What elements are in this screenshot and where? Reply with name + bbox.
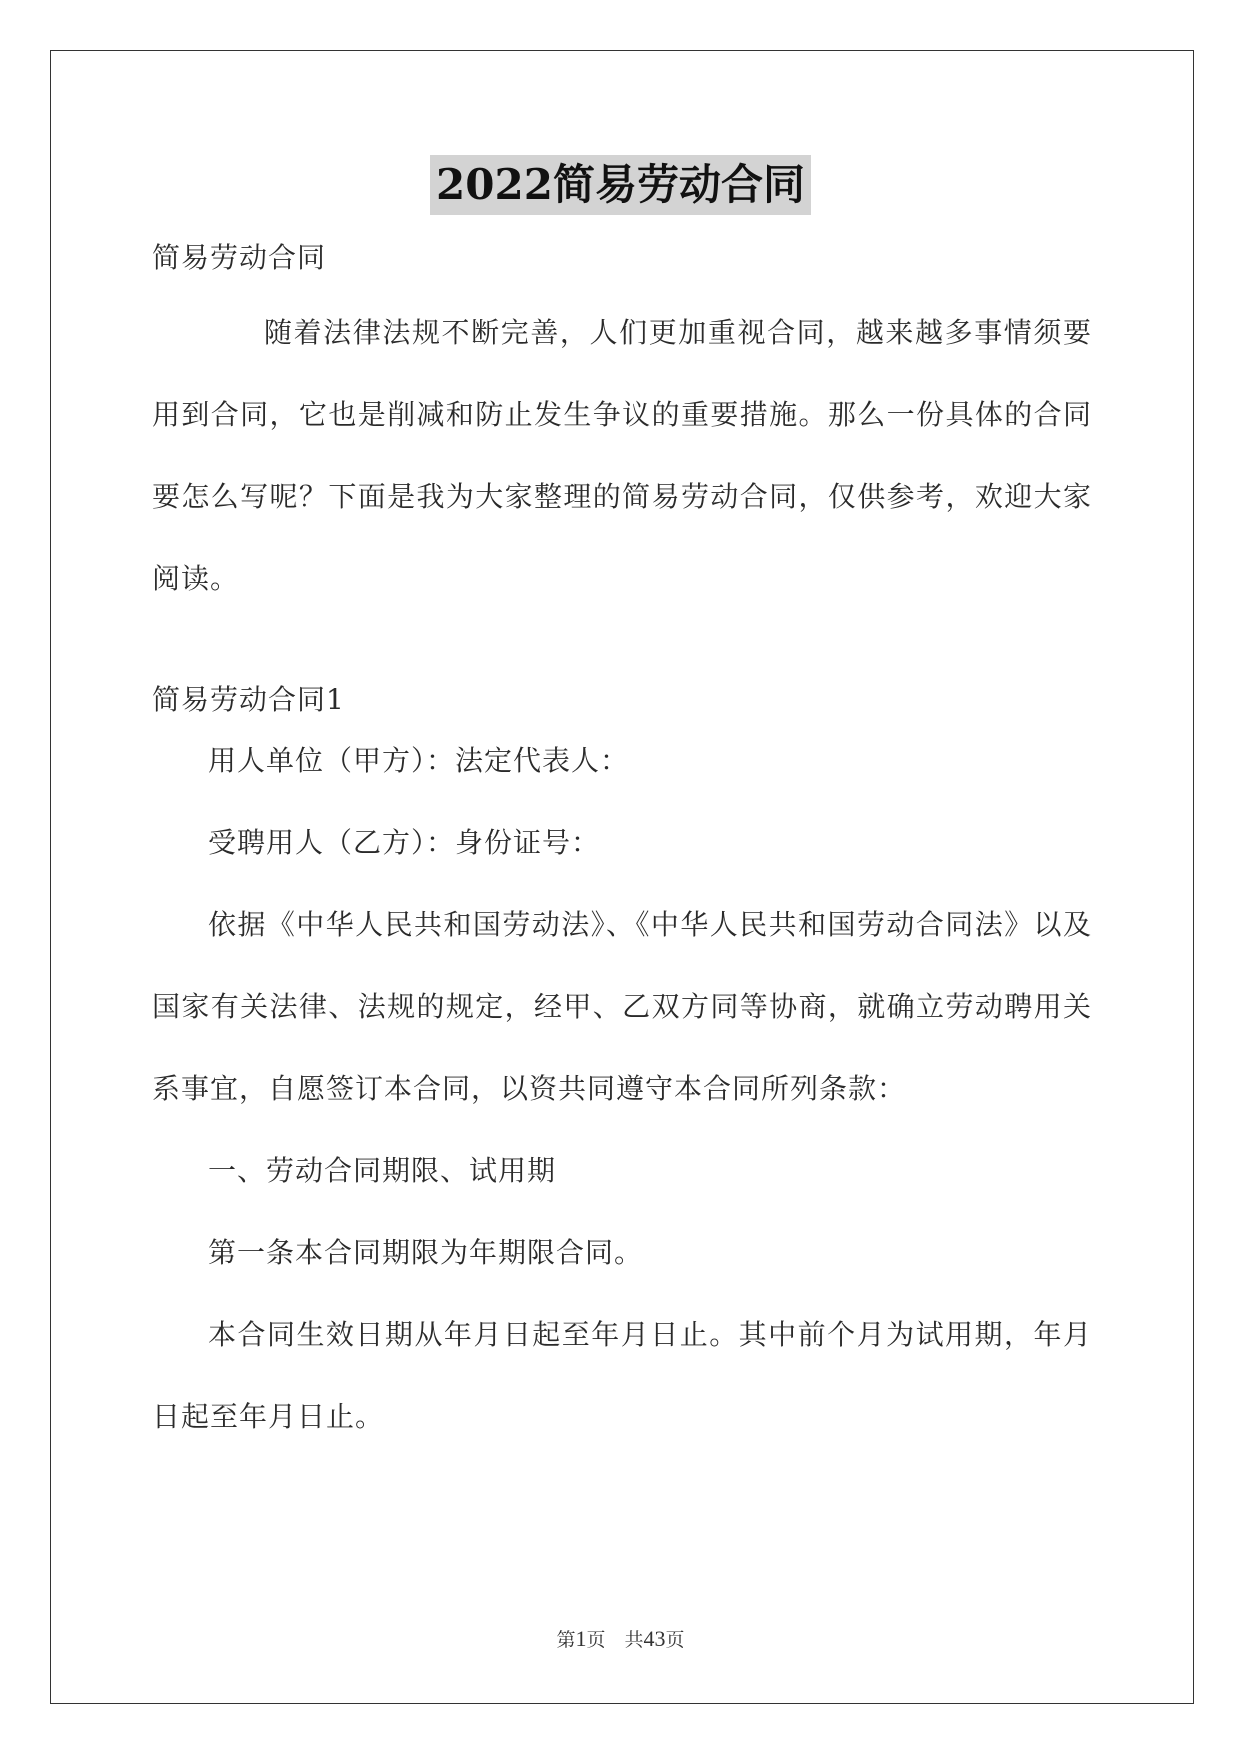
article-heading: 一、劳动合同期限、试用期 xyxy=(208,1154,557,1187)
basis-paragraph: 依据《中华人民共和国劳动法》、《中华人民共和国劳动合同法》以及国家有关法律、法规的规定，经甲、乙双方同等协商，就确立劳动聘用关系事宜，自愿签订本合同，以资共同遵守本合同所列条款： xyxy=(152,908,1092,1105)
page-mid: 页 共 xyxy=(586,1630,644,1651)
page-suffix: 页 xyxy=(665,1630,685,1651)
article-1: 第一条本合同期限为年期限合同。 xyxy=(208,1236,644,1269)
page-footer xyxy=(0,1625,1241,1652)
document-title: 2022简易劳动合同 xyxy=(430,155,811,215)
page-total: 43 xyxy=(643,1626,666,1651)
section-heading: 简易劳动合同1 xyxy=(152,683,345,716)
intro-paragraph: 随着法律法规不断完善，人们更加重视合同，越来越多事情须要用到合同，它也是削减和防止发生争议的重要措施。那么一份具体的合同要怎么写呢？下面是我为大家整理的简易劳动合同，仅供参考，欢迎大家阅读。 xyxy=(152,316,1092,595)
page-prefix: 第 xyxy=(556,1630,576,1651)
employer-line: 用人单位（甲方）：法定代表人： xyxy=(208,744,630,777)
title-container xyxy=(0,155,1241,215)
page-current: 1 xyxy=(575,1626,587,1651)
effective-paragraph: 本合同生效日期从年月日起至年月日止。其中前个月为试用期，年月日起至年月日止。 xyxy=(152,1318,1092,1433)
employee-line: 受聘用人（乙方）：身份证号： xyxy=(208,826,601,859)
document-heading: 简易劳动合同 xyxy=(152,241,327,274)
